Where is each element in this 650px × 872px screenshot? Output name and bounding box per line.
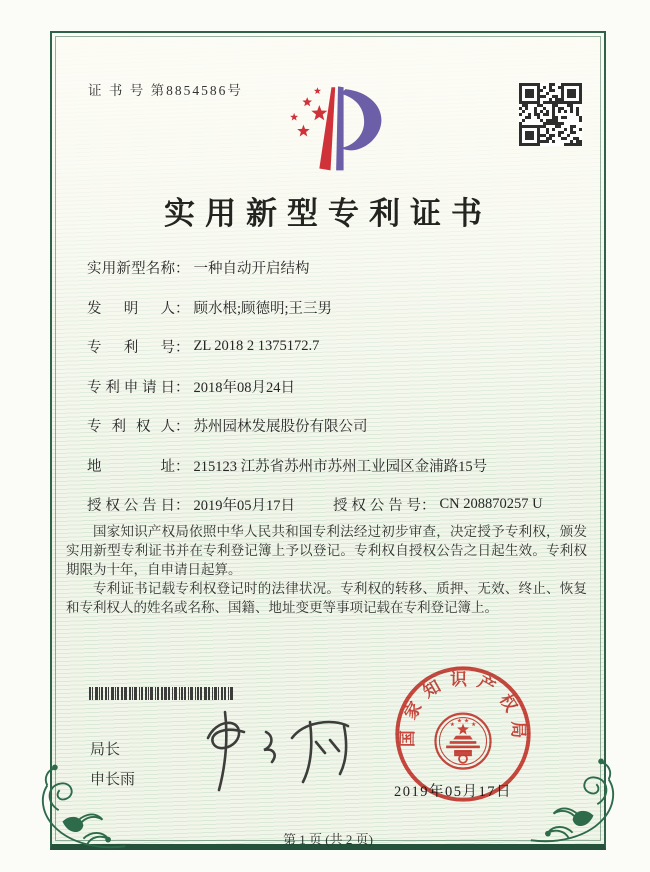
colon: ： xyxy=(175,261,190,278)
field-patentee xyxy=(87,406,577,446)
legal-paragraph-1: 国家知识产权局依照中华人民共和国专利法经过初步审查，决定授予专利权，颁发实用新型专利证书并在专利登记簿上予以登记。专利权自授权公告之日起生效。专利权期限为十年，自申请日起算。 xyxy=(66,524,587,577)
svg-text:国家知识产权局 xyxy=(398,670,528,747)
seal-date: 2019年05月17日 xyxy=(394,784,512,800)
corner-ornament-icon xyxy=(34,751,129,856)
director-title: 局长 xyxy=(90,741,121,758)
colon: ： xyxy=(175,498,190,515)
field-label: 专利申请日 xyxy=(87,379,175,396)
field-label: 地址 xyxy=(87,458,175,475)
field-filing-date xyxy=(87,367,577,407)
colon: ： xyxy=(175,340,190,357)
colon: ： xyxy=(175,419,190,436)
colon: ： xyxy=(421,498,436,515)
legal-paragraph-2: 专利证书记载专利权登记时的法律状况。专利权的转移、质押、无效、终止、恢复和专利权人的姓名或名称、国籍、地址变更等事项记载在专利登记簿上。 xyxy=(66,581,587,615)
field-label: 授权公告日 xyxy=(87,498,175,515)
field-value: ZL 2018 2 1375172.7 xyxy=(193,338,320,355)
colon: ： xyxy=(175,379,190,396)
certificate-frame xyxy=(50,31,606,850)
field-patent-number xyxy=(87,327,577,367)
certificate-title: 实用新型专利证书 xyxy=(164,196,492,231)
colon: ： xyxy=(175,458,190,475)
field-grant-date xyxy=(87,485,577,525)
page-number: 第 1 页 (共 2 页) xyxy=(283,832,373,847)
certificate-number: 证 书 号 第8854586号 xyxy=(88,83,243,98)
cnipa-seal xyxy=(392,663,534,805)
field-label: 授权公告号 xyxy=(333,498,421,515)
field-value: CN 208870257 U xyxy=(439,496,543,513)
field-label: 专利号 xyxy=(87,340,175,357)
field-value: 2018年08月24日 xyxy=(193,379,295,396)
field-label: 专利权人 xyxy=(87,419,175,436)
field-value: 215123 江苏省苏州市苏州工业园区金浦路15号 xyxy=(193,458,488,475)
seal-text: 国家知识产权局 xyxy=(398,670,528,748)
field-utility-model-name xyxy=(87,248,577,288)
corner-ornament-icon xyxy=(527,745,622,850)
colon: ： xyxy=(175,300,190,317)
field-inventors xyxy=(87,288,577,328)
field-value: 2019年05月17日 xyxy=(193,498,295,515)
cnipa-logo-icon xyxy=(282,77,394,189)
qr-code xyxy=(519,83,582,146)
director-signature xyxy=(192,708,362,798)
barcode xyxy=(89,687,234,700)
field-label: 发明人 xyxy=(87,300,175,317)
field-label: 实用新型名称 xyxy=(87,261,175,278)
director-name: 申长雨 xyxy=(90,771,136,788)
field-value: 一种自动开启结构 xyxy=(193,261,310,278)
legal-text xyxy=(66,522,587,617)
field-value: 苏州园林发展股份有限公司 xyxy=(193,419,368,436)
national-emblem-icon xyxy=(435,714,490,769)
field-grant-number xyxy=(333,494,543,515)
field-value: 顾水根;顾德明;王三男 xyxy=(193,300,333,317)
field-address xyxy=(87,446,577,486)
fields-block xyxy=(87,248,577,525)
